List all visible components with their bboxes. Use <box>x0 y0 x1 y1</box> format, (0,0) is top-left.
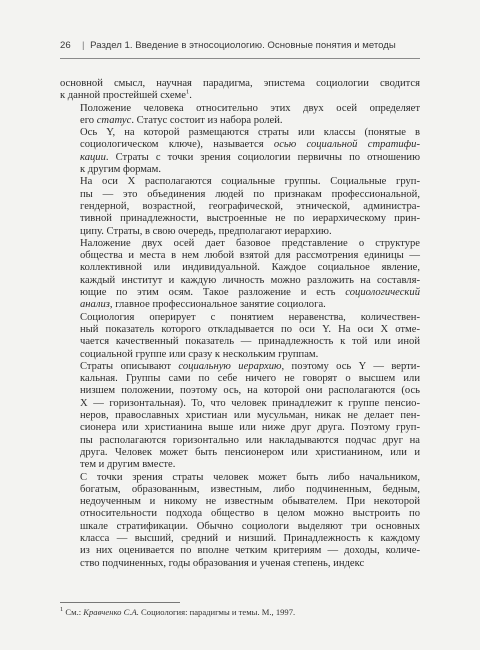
text-line <box>60 238 420 250</box>
text-run: основной смысл, научная парадигма, эпистема социологии сводится <box>60 78 420 89</box>
text-run: низшем положении, поэтому ось, на которой они располагаются (ось <box>80 385 420 397</box>
italic-term: анализ <box>80 299 110 311</box>
text-run: из них оценивается по вполне четким критериям — доходы, количе- <box>80 545 420 557</box>
text-run: к данной простейшей схеме <box>60 90 186 102</box>
text-line <box>60 226 420 238</box>
text-run: его <box>80 114 97 126</box>
text-line <box>60 496 420 508</box>
footnote <box>60 607 420 617</box>
text-run: Ось Y, на которой размещаются страты или классы (понятые в <box>80 127 420 139</box>
text-run: тивной принадлежности, выстроенные не по иерархическому прин- <box>80 213 420 225</box>
text-line <box>60 398 420 410</box>
text-run: , поэтому ось Y — верти- <box>281 360 420 372</box>
italic-term: осью социальной стратифи- <box>273 139 420 151</box>
text-line <box>60 213 420 225</box>
text-line <box>60 78 420 90</box>
text-run: . Статус состоит из набора ролей. <box>131 114 283 126</box>
running-header <box>60 40 420 51</box>
text-line <box>60 558 420 570</box>
text-line <box>60 115 420 127</box>
text-run: шкале стратификации. Обычно социологи выделяют три основных <box>80 520 420 532</box>
text-line <box>60 545 420 557</box>
text-line <box>60 164 420 176</box>
text-line <box>60 336 420 348</box>
text-run: ство подчиненных, годы образования и ученая степень, индекс <box>80 557 365 569</box>
text-line <box>60 472 420 484</box>
text-line <box>60 373 420 385</box>
text-run: Социология оперирует с понятием неравенства, количествен- <box>80 311 420 323</box>
text-line <box>60 410 420 422</box>
footnote-rule <box>60 602 180 603</box>
paragraph <box>60 78 420 103</box>
text-run: каждый институт и каждую личность можно разложить на составля- <box>80 274 420 286</box>
text-run: Страты описывают <box>80 360 179 372</box>
text-run: ный показатель которого откладывается по оси Y. На оси X отме- <box>80 323 420 335</box>
italic-term: кации <box>80 151 106 163</box>
paragraph <box>60 312 420 361</box>
text-run: пы располагаются горизонтально или накладываются подчас друг на <box>80 434 420 446</box>
footnote-author: Кравченко С.А. <box>83 607 139 617</box>
text-line <box>60 385 420 397</box>
text-run: чается качественный показатель — принадлежность к той или иной <box>80 336 420 348</box>
text-line <box>60 275 420 287</box>
text-run: относительности подхода общество в целом можно выстроить по <box>80 508 420 520</box>
text-run: , главное профессиональное занятие социолога. <box>109 299 326 311</box>
text-run: пы — это объединения людей по признакам профессиональной, <box>80 188 420 200</box>
text-run: общества и места в нем любой взятой для рассмотрения единицы — <box>80 250 420 262</box>
text-run: На оси X располагаются социальные группы. Социальные груп- <box>80 176 420 188</box>
text-run: к другим формам. <box>80 164 161 176</box>
text-run: недоученным и никому не известным обывателем. При некоторой <box>80 496 420 508</box>
italic-term: статус <box>96 114 132 126</box>
italic-term: социологический <box>345 287 420 299</box>
header-rule <box>60 58 420 59</box>
text-line <box>60 103 420 115</box>
text-line <box>60 447 420 459</box>
text-run: сионера или христианина выше или ниже друг друга. Поэтому груп- <box>80 422 420 434</box>
text-run: богатым, образованным, известным, либо подчиненным, бедным, <box>80 483 420 495</box>
footnote-reference: 1 <box>185 88 190 96</box>
text-line <box>60 299 420 311</box>
footnote-mark: 1 <box>60 606 64 614</box>
text-line <box>60 312 420 324</box>
paragraph <box>60 176 420 237</box>
text-line <box>60 435 420 447</box>
text-line <box>60 484 420 496</box>
paragraph <box>60 238 420 312</box>
text-line <box>60 250 420 262</box>
text-run: X — горизонтальная). То, что человек принадлежит к группе пенсио- <box>80 397 420 409</box>
text-line <box>60 201 420 213</box>
text-line <box>60 349 420 361</box>
text-run: С точки зрения страты человек может быть либо начальником, <box>80 471 420 483</box>
text-run: неров, православных христиан или мусульман, никак не делает пен- <box>80 410 420 422</box>
text-line <box>60 127 420 139</box>
page-number: 26 <box>60 40 71 51</box>
text-run: коллективной или индивидуальной. Каждое социальное явление, <box>80 262 420 274</box>
text-line <box>60 361 420 373</box>
text-line <box>60 152 420 164</box>
text-line <box>60 139 420 151</box>
text-run: Положение человека относительно этих двух осей определяет <box>80 102 420 114</box>
text-run: класса — высший, средний и низший. Принадлежность к каждому <box>80 532 420 544</box>
text-line <box>60 521 420 533</box>
running-title: Раздел 1. Введение в этносоциологию. Основные понятия и методы <box>90 40 396 51</box>
text-run: . Страты с точки зрения социологии первичны по отношению <box>105 151 420 163</box>
body-text <box>60 78 420 570</box>
text-run: ющие по этим осям. Такое разложение и есть <box>80 287 346 299</box>
text-line <box>60 90 420 102</box>
text-run: . <box>189 90 192 102</box>
text-run: гендерной, возрастной, географической, этнической, администра- <box>80 200 420 212</box>
text-line <box>60 508 420 520</box>
paragraph <box>60 472 420 570</box>
italic-term: социальную иерархию <box>178 360 282 372</box>
paragraph <box>60 103 420 128</box>
text-line <box>60 459 420 471</box>
text-run: ципу. Страты, в свою очередь, предполагают иерархию. <box>80 225 332 237</box>
header-separator: | <box>82 40 85 51</box>
text-run: друга. Человек может быть пенсионером или христианином, или и <box>80 446 420 458</box>
text-line <box>60 176 420 188</box>
text-run: тем и другим вместе. <box>80 459 176 471</box>
text-run: Наложение двух осей дает базовое представление о структуре <box>80 237 420 249</box>
paragraph <box>60 127 420 176</box>
footnote-rest: Социология: парадигмы и темы. М., 1997. <box>138 607 296 617</box>
text-line <box>60 287 420 299</box>
text-run: социологическом ключе), называется <box>80 139 274 151</box>
text-line <box>60 324 420 336</box>
text-line <box>60 533 420 545</box>
text-line <box>60 262 420 274</box>
footnote-prefix: См.: <box>65 607 84 617</box>
text-run: социальной группе или сразу к нескольким группам. <box>80 348 319 360</box>
paragraph <box>60 361 420 472</box>
text-line <box>60 422 420 434</box>
text-line <box>60 189 420 201</box>
text-run: кальная. Группы сами по себе ничего не говорят о высшем или <box>80 373 420 385</box>
